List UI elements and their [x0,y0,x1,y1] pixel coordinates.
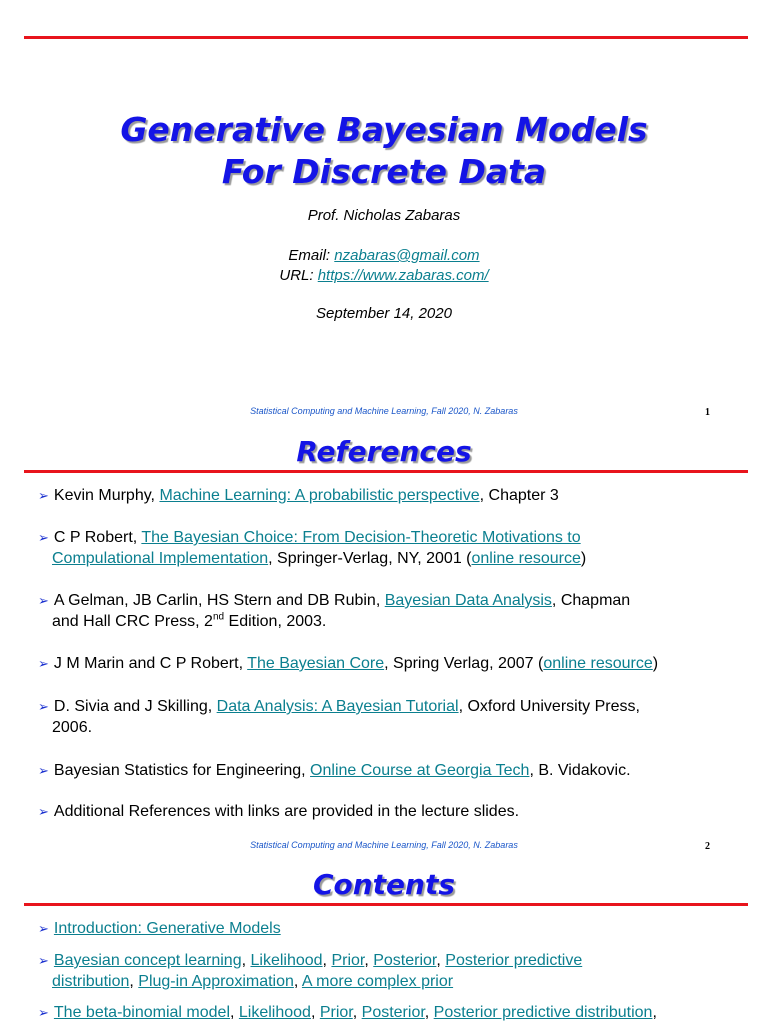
reference-5-link[interactable]: Data Analysis: A Bayesian Tutorial [216,698,459,715]
contents-link-distribution[interactable]: distribution [52,973,130,990]
contents-link-concept-learning[interactable]: Bayesian concept learning [53,952,242,969]
reference-2-online-link[interactable]: online resource [471,550,581,567]
reference-4-close: ) [652,655,659,672]
slide2-rule [24,470,748,473]
url-link[interactable]: https://www.zabaras.com/ [317,267,489,284]
email-label: Email: [288,247,335,264]
arrow-bullet-icon: ➢ [38,488,49,503]
reference-3-text: A Gelman, JB Carlin, HS Stern and DB Rubin, [53,592,385,609]
arrow-bullet-icon: ➢ [38,953,49,968]
contents-link-beta-binomial[interactable]: The beta-binomial model [53,1004,230,1021]
reference-5-text: D. Sivia and J Skilling, [53,698,217,715]
contents-link-posterior-predictive[interactable]: Posterior predictive [445,952,583,969]
separator: , [424,1004,434,1021]
separator: , [293,973,302,990]
separator: , [310,1004,320,1021]
author-name: Prof. Nicholas Zabaras [307,207,461,224]
slide1-footer: Statistical Computing and Machine Learning, Fall 2020, N. Zabaras [250,406,518,416]
url-line [0,266,768,286]
reference-5-line2: 2006. [52,719,93,736]
reference-3-suffix: , Chapman [551,592,631,609]
slide3-rule [24,903,748,906]
contents-link-likelihood[interactable]: Likelihood [250,952,323,969]
contents-link-bb-posterior[interactable]: Posterior [361,1004,425,1021]
slide1-title-line2: For Discrete Data [221,152,547,191]
reference-6-link[interactable]: Online Course at Georgia Tech [310,762,530,779]
reference-1-link[interactable]: Machine Learning: A probabilistic perspective [159,487,480,504]
arrow-bullet-icon: ➢ [38,1005,49,1020]
separator: , [322,952,332,969]
contents-item-3 [38,1002,743,1023]
separator: , [230,1004,239,1021]
contents-link-plugin[interactable]: Plug-in Approximation [138,973,294,990]
separator: , [129,973,139,990]
arrow-bullet-icon: ➢ [38,699,49,714]
reference-3-line2: and Hall CRC Press, 2 [52,613,213,630]
reference-4-link[interactable]: The Bayesian Core [247,655,385,672]
url-label: URL: [279,267,318,284]
arrow-bullet-icon: ➢ [38,763,49,778]
reference-4-publisher: , Spring Verlag, 2007 ( [384,655,544,672]
arrow-bullet-icon: ➢ [38,804,49,819]
reference-2-link-a[interactable]: The Bayesian Choice: From Decision-Theoretic Motivations to [141,529,581,546]
contents-heading: Contents [312,868,456,901]
slide1-page-number: 1 [705,407,710,418]
arrow-bullet-icon: ➢ [38,656,49,671]
contents-item-1 [38,918,743,939]
reference-7 [38,801,743,822]
reference-6-suffix: , B. Vidakovic. [529,762,631,779]
slide1-title-line1: Generative Bayesian Models [120,110,648,149]
reference-3-link[interactable]: Bayesian Data Analysis [384,592,552,609]
slide2-footer: Statistical Computing and Machine Learning, Fall 2020, N. Zabaras [250,840,518,850]
reference-6 [38,760,743,781]
arrow-bullet-icon: ➢ [38,921,49,936]
email-link[interactable]: nzabaras@gmail.com [334,247,480,264]
arrow-bullet-icon: ➢ [38,530,49,545]
reference-7-text: Additional References with links are provided in the lecture slides. [53,803,520,820]
reference-3-sup: nd [212,611,225,623]
trailing-comma: , [652,1004,657,1021]
reference-1 [38,485,743,506]
reference-4-text: J M Marin and C P Robert, [53,655,248,672]
reference-3 [38,590,743,632]
separator: , [241,952,251,969]
slide2-page-number: 2 [705,841,710,852]
arrow-bullet-icon: ➢ [38,593,49,608]
contents-link-bb-prior[interactable]: Prior [319,1004,353,1021]
reference-2-publisher: , Springer-Verlag, NY, 2001 ( [268,550,472,567]
reference-2-text: C P Robert, [53,529,142,546]
separator: , [352,1004,362,1021]
reference-6-text: Bayesian Statistics for Engineering, [53,762,311,779]
reference-1-suffix: , Chapter 3 [479,487,559,504]
reference-5-suffix: , Oxford University Press, [458,698,640,715]
date: September 14, 2020 [316,305,452,322]
reference-4-online-link[interactable]: online resource [543,655,653,672]
contents-link-introduction[interactable]: Introduction: Generative Models [53,920,281,937]
contents-link-prior[interactable]: Prior [331,952,365,969]
contents-link-bb-predictive[interactable]: Posterior predictive distribution [433,1004,653,1021]
reference-2 [38,527,743,569]
contents-link-bb-likelihood[interactable]: Likelihood [238,1004,311,1021]
reference-5 [38,696,743,738]
reference-3-line2b: Edition, 2003. [224,613,327,630]
reference-1-text: Kevin Murphy, [53,487,160,504]
separator: , [436,952,446,969]
reference-2-close: ) [580,550,587,567]
references-heading: References [296,435,472,468]
slide1-top-rule [24,36,748,39]
contents-link-complex-prior[interactable]: A more complex prior [301,973,454,990]
separator: , [364,952,374,969]
email-line [0,246,768,266]
contents-item-2 [38,950,743,992]
reference-2-link-b[interactable]: Compulational Implementation [52,550,269,567]
contents-link-posterior[interactable]: Posterior [373,952,437,969]
reference-4 [38,653,743,674]
